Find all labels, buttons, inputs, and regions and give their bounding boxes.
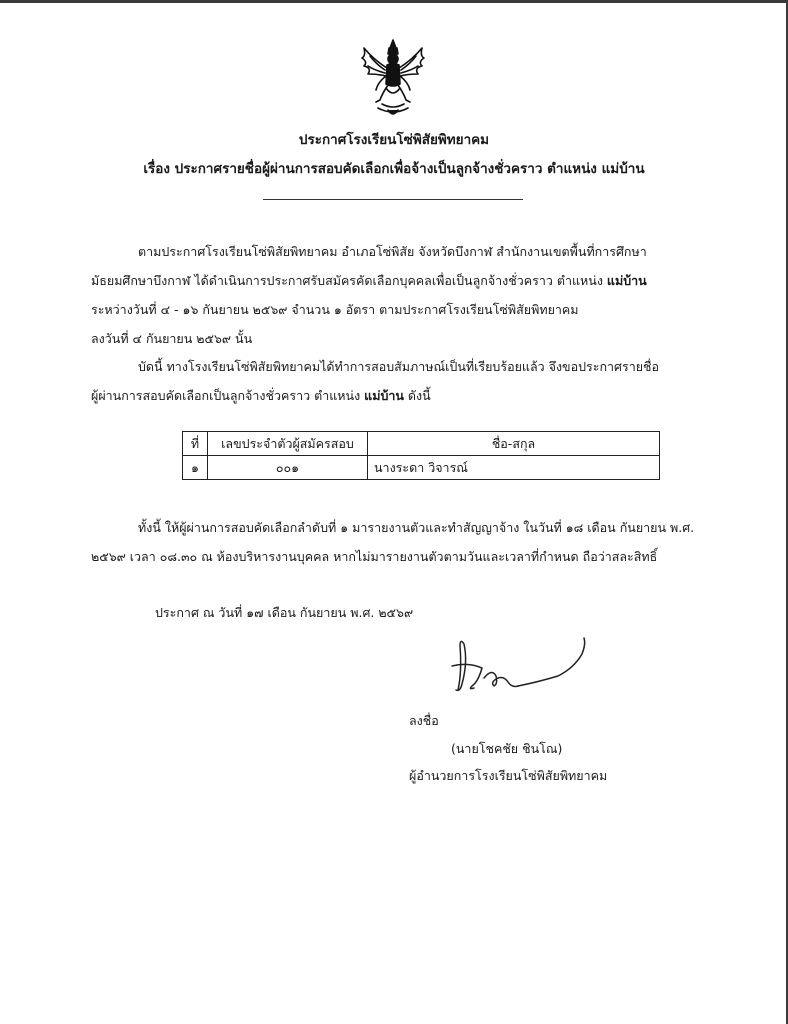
position-name-emphasis-2: แม่บ้าน [364,388,404,403]
header-full-name: ชื่อ-สกุล [368,432,660,456]
paragraph-1-line-4: ลงวันที่ ๔ กันยายน ๒๕๖๙ นั้น [91,331,253,346]
window-frame-top [0,0,788,3]
paragraph-1-line-2 [91,271,647,291]
paragraph-1-line-2-text: มัธยมศึกษาบึงกาฬ ได้ดำเนินการประกาศรับสมัครคัดเลือกบุคคลเพื่อเป็นลูกจ้างชั่วคราว ตำแหน่ง [91,273,607,288]
divider-line [263,199,523,200]
signer-position: ผู้อำนวยการโรงเรียนโซ่พิสัยพิทยาคม [409,768,608,783]
handwritten-signature [448,632,598,702]
table-row [183,456,660,480]
position-name-emphasis: แม่บ้าน [606,273,647,288]
announcement-subject: เรื่อง ประกาศรายชื่อผู้ผ่านการสอบคัดเลือกเพื่อจ้างเป็นลูกจ้างชั่วคราว ตำแหน่ง แม่บ้าน [143,161,645,177]
table-header-row [183,432,660,456]
paragraph-2-line-1: บัดนี้ ทางโรงเรียนโซ่พิสัยพิทยาคมได้ทำการสอบสัมภาษณ์เป็นที่เรียบร้อยแล้ว จึงขอประกาศรายชื่อ [138,359,660,374]
announcement-date: ประกาศ ณ วันที่ ๑๗ เดือน กันยายน พ.ศ. ๒๕๖๙ [155,605,414,620]
paragraph-3-line-2: ๒๕๖๙ เวลา ๐๘.๓๐ ณ ห้องบริหารงานบุคคล หากไม่มารายงานตัวตามวันและเวลาที่กำหนด ถือว่าสละสิทธิ์ [91,549,658,564]
header-applicant-id: เลขประจำตัวผู้สมัครสอบ [208,432,368,456]
signer-name: (นายโชคชัย ชินโณ) [451,741,563,756]
paragraph-1-line-1: ตามประกาศโรงเรียนโซ่พิสัยพิทยาคม อำเภอโซ่พิสัย จังหวัดบึงกาฬ สำนักงานเขตพื้นที่การศึกษา [138,244,647,259]
cell-number: ๑ [183,456,208,480]
paragraph-2-line-2-tail: ดังนี้ [403,388,431,403]
paragraph-2-line-2 [91,386,431,406]
paragraph-2-line-2-text: ผู้ผ่านการสอบคัดเลือกเป็นลูกจ้างชั่วคราว ตำแหน่ง [91,388,365,403]
cell-full-name: นางระดา วิจารณ์ [368,456,660,480]
announcement-title: ประกาศโรงเรียนโซ่พิสัยพิทยาคม [298,132,490,148]
header-number: ที่ [183,432,208,456]
paragraph-3-line-1: ทั้งนี้ ให้ผู้ผ่านการสอบคัดเลือกลำดับที่ ๑ มารายงานตัวและทำสัญญาจ้าง ในวันที่ ๑๘ เดือน กันยายน พ.ศ. [138,520,695,535]
garuda-emblem-icon [352,38,434,118]
results-table [182,431,660,480]
signature-label: ลงชื่อ [409,713,439,728]
paragraph-1-line-3: ระหว่างวันที่ ๔ - ๑๖ กันยายน ๒๕๖๙ จำนวน ๑ อัตรา ตามประกาศโรงเรียนโซ่พิสัยพิทยาคม [91,302,579,317]
cell-applicant-id: ๐๐๑ [208,456,368,480]
